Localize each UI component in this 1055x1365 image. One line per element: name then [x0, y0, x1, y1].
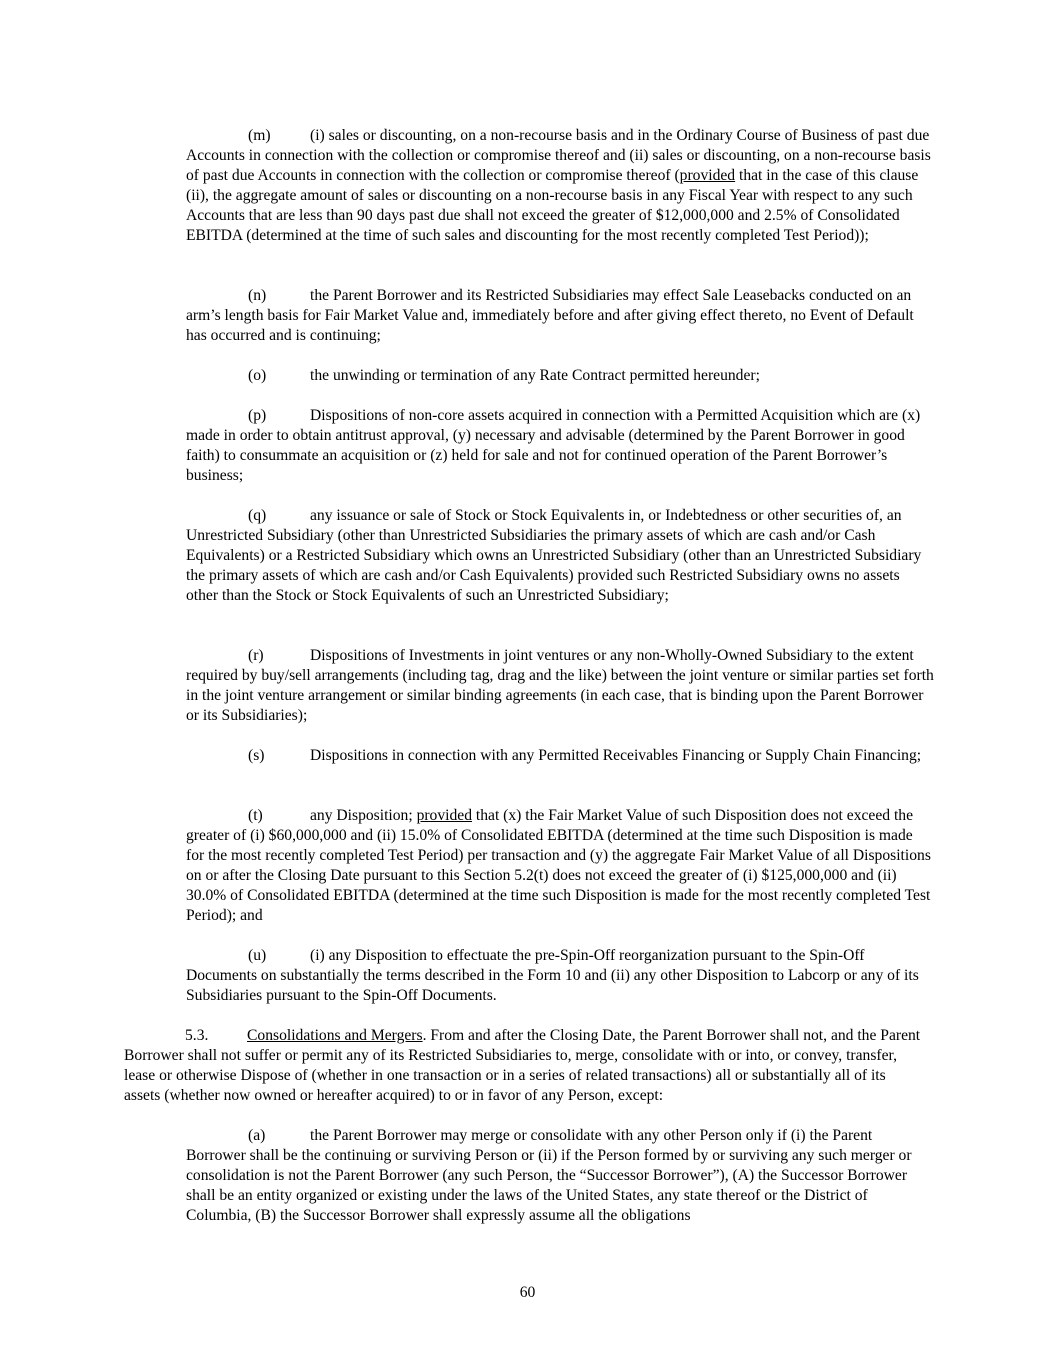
clause-o [186, 366, 934, 386]
section-text: . From and after the Closing Date, the Parent Borrower shall not, and the Parent Borrower shall not suffer or permit any of its Restricted Subsidiaries to, merge, consolidate with or into, or convey, transfer, lease or otherwise Dispose of (whether in one transaction or in a series of related transactions) all or substantially all of its assets (whether now owned or hereafter acquired) to or in favor of any Person, except: [124, 1027, 921, 1104]
clause-number: (m) [248, 127, 271, 144]
clause-number: (u) [248, 947, 267, 964]
clause-text: Dispositions of non-core assets acquired in connection with a Permitted Acquisition which are (x) made in order to obtain antitrust approval, (y) necessary and advisable (determined by the Parent Borrower in good faith) to consummate an acquisition or (z) held for sale and not for continued operation of the Parent Borrower’s business; [186, 407, 921, 484]
clause-m [186, 126, 934, 246]
clause-r [186, 646, 934, 726]
clause-text: any issuance or sale of Stock or Stock Equivalents in, or Indebtedness or other securities of, an Unrestricted Subsidiary (other than Unrestricted Subsidiaries the primary assets of which are cash and/or Cash Equivalents) or a Restricted Subsidiary which owns an Unrestricted Subsidiary (other than an Unrestricted Subsidiary the primary assets of which are cash and/or Cash Equivalents) provided such Restricted Subsidiary owns no assets other than the Stock or Stock Equivalents of such an Unrestricted Subsidiary; [186, 507, 922, 604]
clause-q [186, 506, 934, 606]
clause-a [186, 1126, 934, 1226]
defined-term-provided: provided [679, 167, 736, 184]
clause-text: Dispositions in connection with any Permitted Receivables Financing or Supply Chain Financing; [310, 747, 922, 764]
section-number: 5.3. [185, 1027, 209, 1044]
clause-number: (a) [248, 1127, 266, 1144]
clause-number: (p) [248, 407, 267, 424]
clause-number: (q) [248, 507, 267, 524]
clause-text: the Parent Borrower and its Restricted Subsidiaries may effect Sale Leasebacks conducted on an arm’s length basis for Fair Market Value and, immediately before and after giving effect thereto, no Event of Default has occurred and is continuing; [186, 287, 914, 344]
clause-text: (i) sales or discounting, on a non-recourse basis and in the Ordinary Course of Business of past due Accounts in connection with the collection or compromise thereof and (ii) sales or discounting, on a non-recourse basis of past due Accounts in connection with the collection or compromise thereof ( [186, 127, 931, 184]
defined-term-provided: provided [416, 807, 472, 824]
page-number: 60 [519, 1284, 536, 1301]
clause-text: Dispositions of Investments in joint ventures or any non-Wholly-Owned Subsidiary to the extent required by buy/sell arrangements (including tag, drag and the like) between the joint venture or similar parties set forth in the joint venture arrangement or similar binding agreements (in each case, that is binding upon the Parent Borrower or its Subsidiaries); [186, 647, 934, 724]
clause-p [186, 406, 934, 486]
clause-number: (n) [248, 287, 267, 304]
clause-number: (t) [248, 807, 263, 824]
clause-text: that (x) the Fair Market Value of such Disposition does not exceed the greater of (i) $60,000,000 and (ii) 15.0% of Consolidated EBITDA (determined at the time such Disposition is made for the most recently completed Test Period) per transaction and (y) the aggregate Fair Market Value of all Dispositions on or after the Closing Date pursuant to this Section 5.2(t) does not exceed the greater of (i) $125,000,000 and (ii) 30.0% of Consolidated EBITDA (determined at the time such Disposition is made for the most recently completed Test Period); and [186, 807, 931, 924]
clause-text: the Parent Borrower may merge or consolidate with any other Person only if (i) the Parent Borrower shall be the continuing or surviving Person or (ii) if the Person formed by or surviving any such merger or consolidation is not the Parent Borrower (any such Person, the “Successor Borrower”), (A) the Successor Borrower shall be an entity organized or existing under the laws of the United States, any state thereof or the District of Columbia, (B) the Successor Borrower shall expressly assume all the obligations [186, 1127, 912, 1224]
clause-number: (o) [248, 367, 267, 384]
clause-text: that in the case of this clause (ii), the aggregate amount of sales or discounting on a non-recourse basis in any Fiscal Year with respect to any such Accounts that are less than 90 days past due shall not exceed the greater of $12,000,000 and 2.5% of Consolidated EBITDA (determined at the time of such sales and discounting for the most recently completed Test Period)); [186, 167, 919, 244]
clause-t [186, 806, 934, 926]
clause-text: (i) any Disposition to effectuate the pre-Spin-Off reorganization pursuant to the Spin-Off Documents on substantially the terms described in the Form 10 and (ii) any other Disposition to Labcorp or any of its Subsidiaries pursuant to the Spin-Off Documents. [186, 947, 919, 1004]
clause-n [186, 286, 934, 346]
section-heading: Consolidations and Mergers [247, 1027, 423, 1044]
clause-s [186, 746, 934, 766]
clause-text: the unwinding or termination of any Rate Contract permitted hereunder; [310, 367, 760, 384]
clause-u [186, 946, 934, 1006]
clause-text: any Disposition; [310, 807, 417, 824]
clause-number: (r) [248, 647, 264, 664]
section-5-3 [124, 1026, 924, 1106]
clause-number: (s) [248, 747, 265, 764]
